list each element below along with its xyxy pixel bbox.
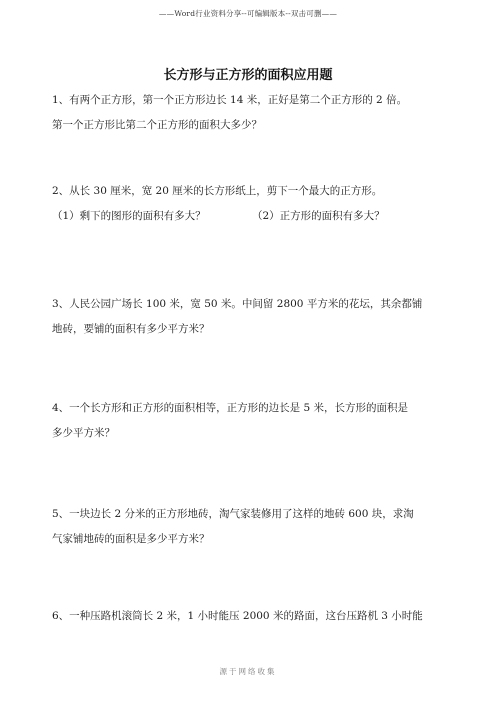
question-2 [52, 179, 452, 229]
question-line: 3、人民公园广场长 100 米，宽 50 米。中间留 2800 平方米的花坛，其余都铺 [52, 298, 423, 310]
document-title: 长方形与正方形的面积应用题 [163, 68, 333, 83]
subquestion-1: （1）剩下的图形的面积有多大？ [52, 210, 206, 222]
question-line: 5、一块边长 2 分米的正方形地砖，淘气家装修用了这样的地砖 600 块，求淘 [52, 508, 414, 520]
question-6 [52, 604, 452, 629]
subquestion-2: （2）正方形的面积有多大？ [252, 210, 385, 222]
page-header: ——Word行业资料分享--可编辑版本--双击可删—— [158, 9, 338, 18]
question-line: 2、从长 30 厘米，宽 20 厘米的长方形纸上，剪下一个最大的正方形。 [52, 185, 383, 197]
question-line: 1、有两个正方形，第一个正方形边长 14 米，正好是第二个正方形的 2 倍。 [52, 94, 408, 106]
question-line: 地砖，要铺的面积有多少平方米？ [52, 323, 210, 335]
question-5 [52, 502, 452, 552]
question-subparts [52, 204, 452, 229]
question-3 [52, 292, 452, 342]
question-line: 气家铺地砖的面积是多少平方米？ [52, 533, 210, 545]
question-line: 第一个正方形比第二个正方形的面积大多少？ [52, 119, 262, 131]
question-line: 多少平方米？ [52, 427, 115, 439]
question-line: 6、一种压路机滚筒长 2 米，1 小时能压 2000 米的路面，这台压路机 3 小时能 [52, 610, 423, 622]
question-line: 4、一个长方形和正方形的面积相等，正方形的边长是 5 米，长方形的面积是 [52, 402, 409, 414]
page-footer: 源于网络收集 [219, 667, 277, 676]
question-1 [52, 88, 452, 138]
question-4 [52, 396, 452, 446]
